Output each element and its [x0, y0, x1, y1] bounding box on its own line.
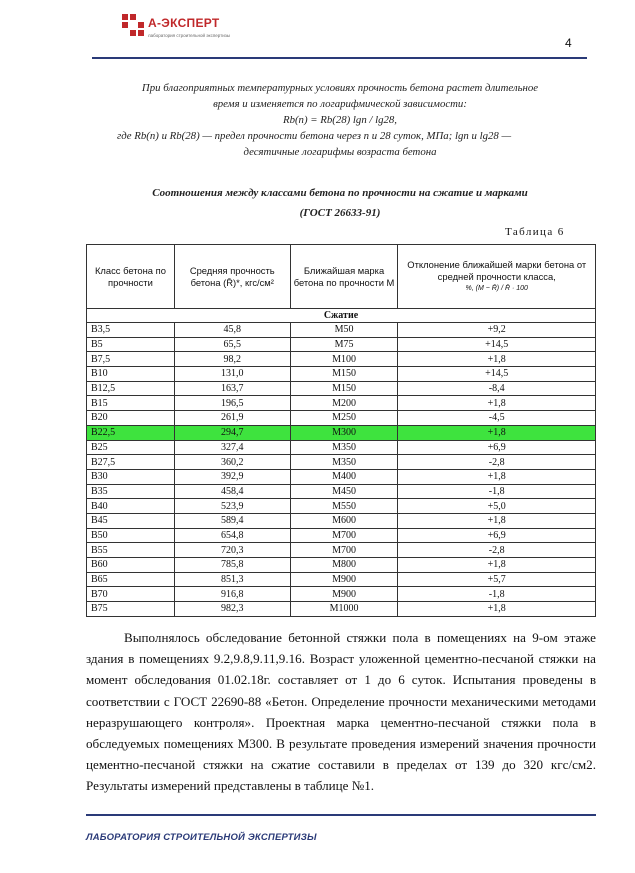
intro-formula: Rb(n) = Rb(28) lgn / lg28, — [282, 114, 398, 126]
cell-class: В25 — [87, 440, 175, 455]
cell-mark: М400 — [290, 469, 398, 484]
table-row — [87, 367, 596, 382]
table-row — [87, 484, 596, 499]
table-row — [87, 455, 596, 470]
table-row — [87, 602, 596, 617]
cell-mark: М900 — [290, 572, 398, 587]
cell-class: В22,5 — [87, 425, 175, 440]
table-row — [87, 425, 596, 440]
cell-deviation: -1,8 — [398, 484, 596, 499]
section-label: Сжатие — [87, 309, 596, 323]
cell-average: 163,7 — [174, 381, 290, 396]
cell-average: 261,9 — [174, 411, 290, 426]
cell-average: 916,8 — [174, 587, 290, 602]
paragraph-text: Выполнялось обследование бетонной стяжки пола в помещениях на 9-ом этаже здания в помещениях 9.2,9.8,9.11,9.16. Возраст уложенной цементно-песчаной стяжки на момент обследования 01.02.18г. составляет от 1 до 6 суток. Испытания проведены в соответствии с ГОСТ 22690-88 «Бетон. Определение прочности механическими методами неразрушающего контроля». Проектная марка цементно-песчаной стяжки пола в обследуемых помещениях М300. В результате проведения измерений значения прочности цементно-песчаной стяжки на сжатие составили в пределах от 139 до 320 кгс/см2. Результаты измерений представлены в таблице №1. — [86, 630, 596, 794]
page-number: 4 — [565, 36, 572, 50]
header-deviation-formula: %, (M − R̄) / R̄ · 100 — [465, 284, 528, 292]
table-row — [87, 352, 596, 367]
table-row — [87, 543, 596, 558]
cell-class: В70 — [87, 587, 175, 602]
logo-name: А-ЭКСПЕРТ — [148, 16, 220, 30]
cell-average: 196,5 — [174, 396, 290, 411]
cell-mark: М350 — [290, 455, 398, 470]
cell-average: 785,8 — [174, 558, 290, 573]
cell-class: В60 — [87, 558, 175, 573]
cell-class: В20 — [87, 411, 175, 426]
table-row — [87, 587, 596, 602]
cell-mark: М75 — [290, 337, 398, 352]
cell-class: В12,5 — [87, 381, 175, 396]
cell-deviation: +1,8 — [398, 558, 596, 573]
cell-mark: М100 — [290, 352, 398, 367]
table-body — [87, 309, 596, 617]
cell-class: В7,5 — [87, 352, 175, 367]
cell-deviation: +14,5 — [398, 367, 596, 382]
cell-average: 131,0 — [174, 367, 290, 382]
cell-mark: М700 — [290, 528, 398, 543]
cell-class: В65 — [87, 572, 175, 587]
cell-deviation: +1,8 — [398, 396, 596, 411]
cell-class: В35 — [87, 484, 175, 499]
cell-mark: М350 — [290, 440, 398, 455]
cell-average: 98,2 — [174, 352, 290, 367]
cell-average: 360,2 — [174, 455, 290, 470]
cell-average: 392,9 — [174, 469, 290, 484]
cell-deviation: +6,9 — [398, 440, 596, 455]
cell-deviation: +1,8 — [398, 425, 596, 440]
cell-mark: М550 — [290, 499, 398, 514]
logo-squares-icon — [122, 14, 144, 36]
cell-average: 327,4 — [174, 440, 290, 455]
cell-average: 65,5 — [174, 337, 290, 352]
cell-deviation: +9,2 — [398, 323, 596, 338]
cell-deviation: -2,8 — [398, 455, 596, 470]
cell-average: 523,9 — [174, 499, 290, 514]
cell-mark: М900 — [290, 587, 398, 602]
logo-subtitle: лаборатория строительной экспертизы — [148, 33, 231, 38]
cell-deviation: +1,8 — [398, 513, 596, 528]
cell-class: В10 — [87, 367, 175, 382]
intro-text — [90, 80, 590, 160]
table-row — [87, 469, 596, 484]
body-paragraph — [86, 627, 596, 797]
cell-class: В3,5 — [87, 323, 175, 338]
cell-class: В15 — [87, 396, 175, 411]
cell-deviation: +5,0 — [398, 499, 596, 514]
cell-deviation: -8,4 — [398, 381, 596, 396]
cell-class: В50 — [87, 528, 175, 543]
cell-mark: М450 — [290, 484, 398, 499]
header-class: Класс бетона по прочности — [87, 245, 175, 309]
cell-average: 589,4 — [174, 513, 290, 528]
cell-class: В75 — [87, 602, 175, 617]
cell-average: 294,7 — [174, 425, 290, 440]
table-row — [87, 396, 596, 411]
intro-line: При благоприятных температурных условиях прочность бетона растет длительное — [141, 82, 539, 94]
cell-mark: М150 — [290, 367, 398, 382]
header-deviation — [398, 245, 596, 309]
cell-class: В27,5 — [87, 455, 175, 470]
cell-deviation: +1,8 — [398, 469, 596, 484]
cell-average: 45,8 — [174, 323, 290, 338]
cell-class: В55 — [87, 543, 175, 558]
cell-deviation: +1,8 — [398, 352, 596, 367]
cell-deviation: -1,8 — [398, 587, 596, 602]
intro-line: время и изменяется по логарифмической зависимости: — [213, 98, 467, 110]
cell-average: 982,3 — [174, 602, 290, 617]
cell-mark: М200 — [290, 396, 398, 411]
intro-line: десятичные логарифмы возраста бетона — [243, 146, 437, 158]
header-average-strength: Средняя прочность бетона (R̄)*, кгс/см² — [174, 245, 290, 309]
table-row — [87, 499, 596, 514]
cell-class: В45 — [87, 513, 175, 528]
cell-mark: М250 — [290, 411, 398, 426]
cell-mark: М300 — [290, 425, 398, 440]
table-row — [87, 323, 596, 338]
section-title-line: Соотношения между классами бетона по прочности на сжатие и марками — [152, 187, 528, 199]
table-row — [87, 337, 596, 352]
cell-class: В5 — [87, 337, 175, 352]
header-deviation-text: Отклонение ближайшей марки бетона от средней прочности класса, — [407, 258, 587, 282]
table-header-row — [87, 245, 596, 309]
company-logo — [122, 12, 232, 48]
cell-mark: М600 — [290, 513, 398, 528]
cell-average: 654,8 — [174, 528, 290, 543]
cell-class: В30 — [87, 469, 175, 484]
concrete-class-table — [86, 244, 596, 617]
cell-deviation: -2,8 — [398, 543, 596, 558]
cell-deviation: -4,5 — [398, 411, 596, 426]
cell-mark: М50 — [290, 323, 398, 338]
cell-mark: М150 — [290, 381, 398, 396]
cell-average: 458,4 — [174, 484, 290, 499]
section-title-standard: (ГОСТ 26633-91) — [299, 207, 381, 219]
cell-deviation: +1,8 — [398, 602, 596, 617]
cell-deviation: +6,9 — [398, 528, 596, 543]
cell-mark: М700 — [290, 543, 398, 558]
cell-average: 720,3 — [174, 543, 290, 558]
table-row — [87, 381, 596, 396]
footer-text: ЛАБОРАТОРИЯ СТРОИТЕЛЬНОЙ ЭКСПЕРТИЗЫ — [86, 832, 317, 843]
cell-average: 851,3 — [174, 572, 290, 587]
table-row — [87, 411, 596, 426]
table-row — [87, 558, 596, 573]
cell-mark: М800 — [290, 558, 398, 573]
cell-class: В40 — [87, 499, 175, 514]
intro-line: где Rb(n) и Rb(28) — предел прочности бетона через n и 28 суток, МПа; lgn и lg28 — — [117, 130, 512, 142]
table-label: Таблица 6 — [505, 226, 565, 238]
section-row — [87, 309, 596, 323]
cell-deviation: +5,7 — [398, 572, 596, 587]
header-nearest-mark: Ближайшая марка бетона по прочности М — [290, 245, 398, 309]
table-row — [87, 513, 596, 528]
header-divider — [92, 57, 587, 59]
cell-mark: М1000 — [290, 602, 398, 617]
section-title — [90, 183, 590, 223]
table-row — [87, 440, 596, 455]
cell-deviation: +14,5 — [398, 337, 596, 352]
table-row — [87, 528, 596, 543]
table-row — [87, 572, 596, 587]
footer-divider — [86, 814, 596, 816]
